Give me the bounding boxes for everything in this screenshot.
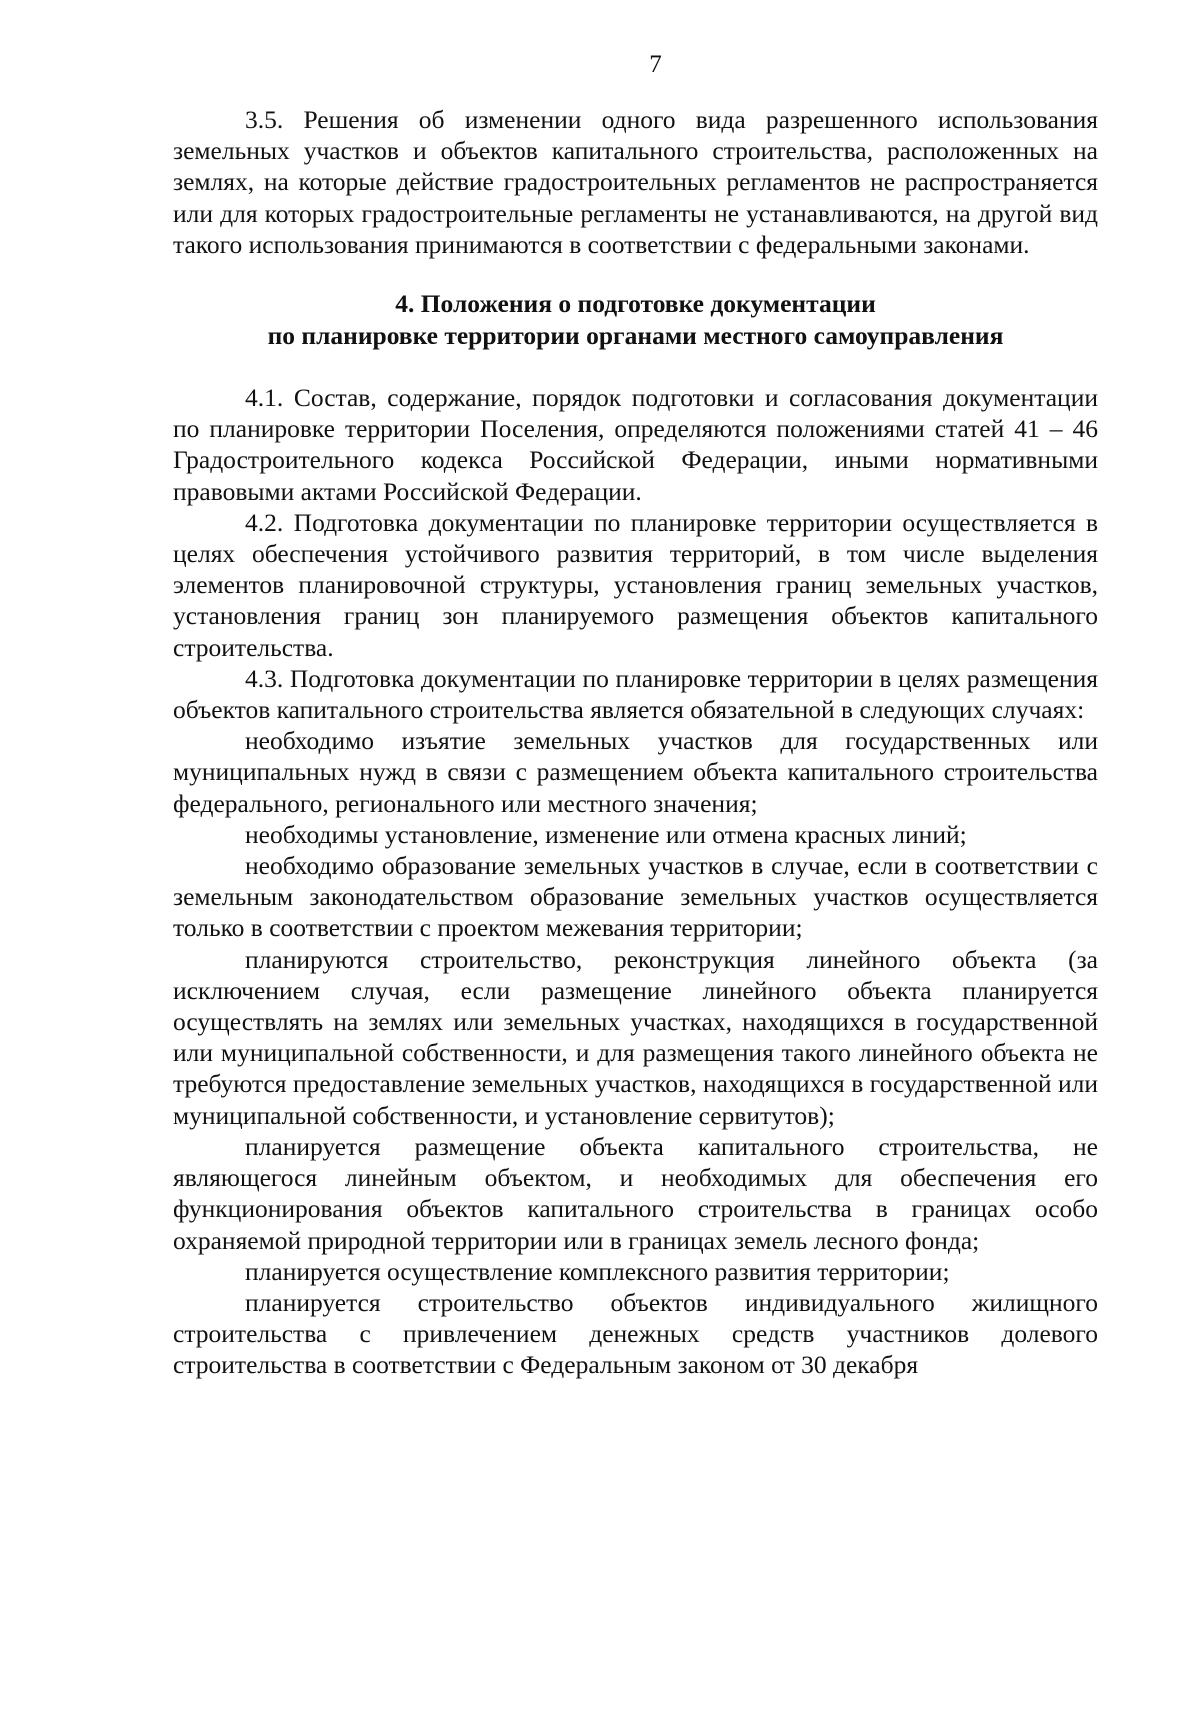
paragraph-4-2: 4.2. Подготовка документации по планировке территории осуществляется в целях обеспечения устойчивого развития территорий, в том числе выделения элементов планировочной структуры, установления границ земельных участков, установления границ зон планируемого размещения объектов капитального строительства. (173, 507, 1098, 662)
list-item-complex-development: планируется осуществление комплексного развития территории; (245, 1256, 950, 1286)
list-item-seizure: необходимо изъятие земельных участков для государственных или муниципальных нужд в связи с размещением объекта капитального строительства федерального, регионального или местного значения; (173, 726, 1098, 818)
list-item-non-linear-object: планируется размещение объекта капитального строительства, не являющегося линейным объектом, и необходимых для обеспечения его функционирования объектов капитального строительства в границах особо охраняемой природной территории или в границах земель лесного фонда; (173, 1131, 1098, 1255)
list-item-individual-housing: планируется строительство объектов индивидуального жилищного строительства с привлечением денежных средств участников долевого строительства в соответствии с Федеральным законом от 30 декабря (173, 1287, 1098, 1380)
paragraph-4-1: 4.1. Состав, содержание, порядок подготовки и согласования документации по планировке территории Поселения, определяются положениями статей 41 – 46 Градостроительного кодекса Российской Федерации, иными нормативными правовыми актами Российской Федерации. (173, 383, 1098, 506)
paragraph-4-3: 4.3. Подготовка документации по планировке территории в целях размещения объектов капитального строительства является обязательной в следующих случаях: (173, 663, 1098, 725)
section-4-heading (173, 288, 1098, 351)
list-item-red-lines: необходимы установление, изменение или отмена красных линий; (245, 819, 967, 849)
list-item-land-formation: необходимо образование земельных участков в случае, если в соответствии с земельным законодательством образование земельных участков осуществляется только в соответствии с проектом межевания территории; (173, 851, 1098, 943)
heading-line-2: по планировке территории органами местного самоуправления (267, 320, 1004, 350)
list-item-linear-object: планируются строительство, реконструкция линейного объекта (за исключением случая, если размещение линейного объекта планируется осуществлять на землях или земельных участках, находящихся в государственной или муниципальной собственности, и для размещения такого линейного объекта не требуются предоставление земельных участков, находящихся в государственной или муниципальной собственности, и установление сервитутов); (173, 944, 1098, 1130)
heading-line-1: 4. Положения о подготовке документации (395, 289, 876, 319)
document-page (173, 50, 1098, 1381)
paragraph-3-5: 3.5. Решения об изменении одного вида разрешенного использования земельных участков и объектов капитального строительства, расположенных на землях, на которые действие градостроительных регламентов не распространяется или для которых градостроительные регламенты не устанавливаются, на другой вид такого использования принимаются в соответствии с федеральными законами. (173, 105, 1098, 259)
page-number: 7 (649, 51, 662, 78)
